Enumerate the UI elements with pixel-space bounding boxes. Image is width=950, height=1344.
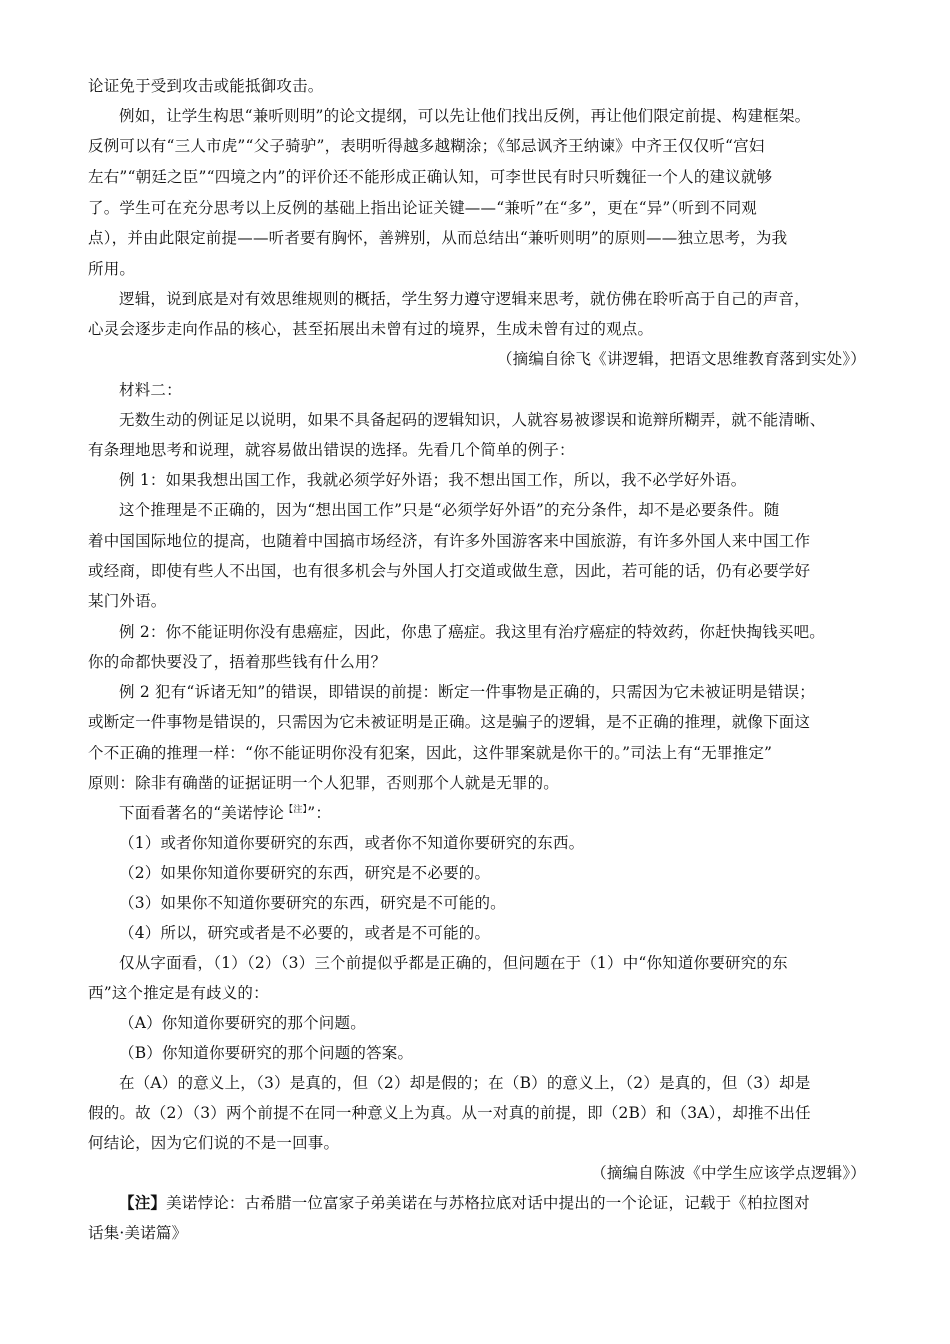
paragraph-line: 左右”“朝廷之臣”“四境之内”的评价还不能形成正确认知，可李世民有时只听魏征一个人的建议就够	[88, 168, 773, 186]
section-heading: 材料二：	[119, 381, 182, 399]
footnote-line: 话集·美诺篇》	[88, 1224, 188, 1242]
source-citation: （摘编自徐飞《讲逻辑，把语文思维教育落到实处》）	[496, 350, 866, 368]
list-item: （2）如果你知道你要研究的东西，研究是不必要的。	[119, 864, 491, 882]
paragraph-line: 有条理地思考和说理，就容易做出错误的选择。先看几个简单的例子：	[88, 441, 575, 459]
paragraph-text: 下面看著名的“美诺悖论	[119, 804, 285, 822]
paragraph-line: 或断定一件事物是错误的，只需因为它未被证明是正确。这是骗子的逻辑，是不正确的推理，就像下面这	[88, 713, 811, 731]
paragraph-line: 例 2：你不能证明你没有患癌症，因此，你患了癌症。我这里有治疗癌症的特效药，你赶快掏钱买吧。	[119, 623, 825, 641]
paragraph-line: 某门外语。	[88, 592, 167, 610]
paragraph-line: 原则：除非有确凿的证据证明一个人犯罪，否则那个人就是无罪的。	[88, 774, 560, 792]
paragraph-line: 反例可以有“三人市虎”“父子骑驴”，表明听得越多越糊涂；《邹忌讽齐王纳谏》中齐王仅仅听“宫妇	[88, 137, 765, 155]
paragraph-line: 你的命都快要没了，捂着那些钱有什么用？	[88, 653, 387, 671]
paragraph-line: 点），并由此限定前提——听者要有胸怀，善辨别，从而总结出“兼听则明”的原则——独立思考，为我	[88, 229, 788, 247]
paragraph-line: 着中国国际地位的提高，也随着中国搞市场经济，有许多外国游客来中国旅游，有许多外国人来中国工作	[88, 532, 811, 550]
paragraph-text: ”：	[307, 804, 332, 822]
paragraph-line: 西”这个推定是有歧义的：	[88, 984, 269, 1002]
paragraph-line: 例 1：如果我想出国工作，我就必须学好外语；我不想出国工作，所以，我不必学好外语。	[119, 471, 747, 489]
footnote-marker[interactable]: 【注】	[284, 804, 308, 815]
footnote-line	[119, 1191, 810, 1215]
paragraph-line: 或经商，即使有些人不出国，也有很多机会与外国人打交道或做生意，因此，若可能的话，仍有必要学好	[88, 562, 811, 580]
paragraph-line: 个不正确的推理一样：“你不能证明你没有犯案，因此，这件罪案就是你干的。”司法上有“无罪推定”	[88, 744, 773, 762]
paragraph-line: 所用。	[88, 260, 136, 278]
paragraph-line: 逻辑，说到底是对有效思维规则的概括，学生努力遵守逻辑来思考，就仿佛在聆听高于自己的声音，	[119, 290, 810, 308]
paragraph-line: 假的。故（2）（3）两个前提不在同一种意义上为真。从一对真的前提，即（2B）和（3A），却推不出任	[88, 1104, 811, 1122]
footnote-label: 【注】	[119, 1193, 167, 1212]
list-item: （A）你知道你要研究的那个问题。	[119, 1014, 366, 1032]
paragraph-line: 心灵会逐步走向作品的核心，甚至拓展出未曾有过的境界，生成未曾有过的观点。	[88, 320, 654, 338]
footnote-text: 美诺悖论：古希腊一位富家子弟美诺在与苏格拉底对话中提出的一个论证，记载于《柏拉图对	[166, 1194, 810, 1212]
paragraph-line: 何结论，因为它们说的不是一回事。	[88, 1134, 340, 1152]
list-item: （1）或者你知道你要研究的东西，或者你不知道你要研究的东西。	[119, 834, 585, 852]
list-item: （B）你知道你要研究的那个问题的答案。	[119, 1044, 414, 1062]
paragraph-line: 例如，让学生构思“兼听则明”的论文提纲，可以先让他们找出反例，再让他们限定前提、构建框架。	[119, 107, 811, 125]
paragraph-line: 仅从字面看，（1）（2）（3）三个前提似乎都是正确的，但问题在于（1）中“你知道你要研究的东	[119, 954, 788, 972]
paragraph-line: 论证免于受到攻击或能抵御攻击。	[88, 77, 324, 95]
paragraph-line	[119, 801, 331, 825]
paragraph-line: 无数生动的例证足以说明，如果不具备起码的逻辑知识，人就容易被谬误和诡辩所糊弄，就不能清晰、	[119, 411, 826, 429]
paragraph-line: 了。学生可在充分思考以上反例的基础上指出论证关键——“兼听”在“多”，更在“异”（听到不同观	[88, 199, 757, 217]
paragraph-line: 例 2 犯有“诉诸无知”的错误，即错误的前提：断定一件事物是正确的，只需因为它未被证明是错误；	[119, 683, 815, 701]
paragraph-line: 这个推理是不正确的，因为“想出国工作”只是“必须学好外语”的充分条件，却不是必要条件。随	[119, 501, 780, 519]
list-item: （3）如果你不知道你要研究的东西，研究是不可能的。	[119, 894, 506, 912]
source-citation: （摘编自陈波《中学生应该学点逻辑》）	[591, 1164, 866, 1182]
list-item: （4）所以，研究或者是不必要的，或者是不可能的。	[119, 924, 491, 942]
paragraph-line: 在（A）的意义上，（3）是真的，但（2）却是假的；在（B）的意义上，（2）是真的，但（3）却是	[119, 1074, 811, 1092]
